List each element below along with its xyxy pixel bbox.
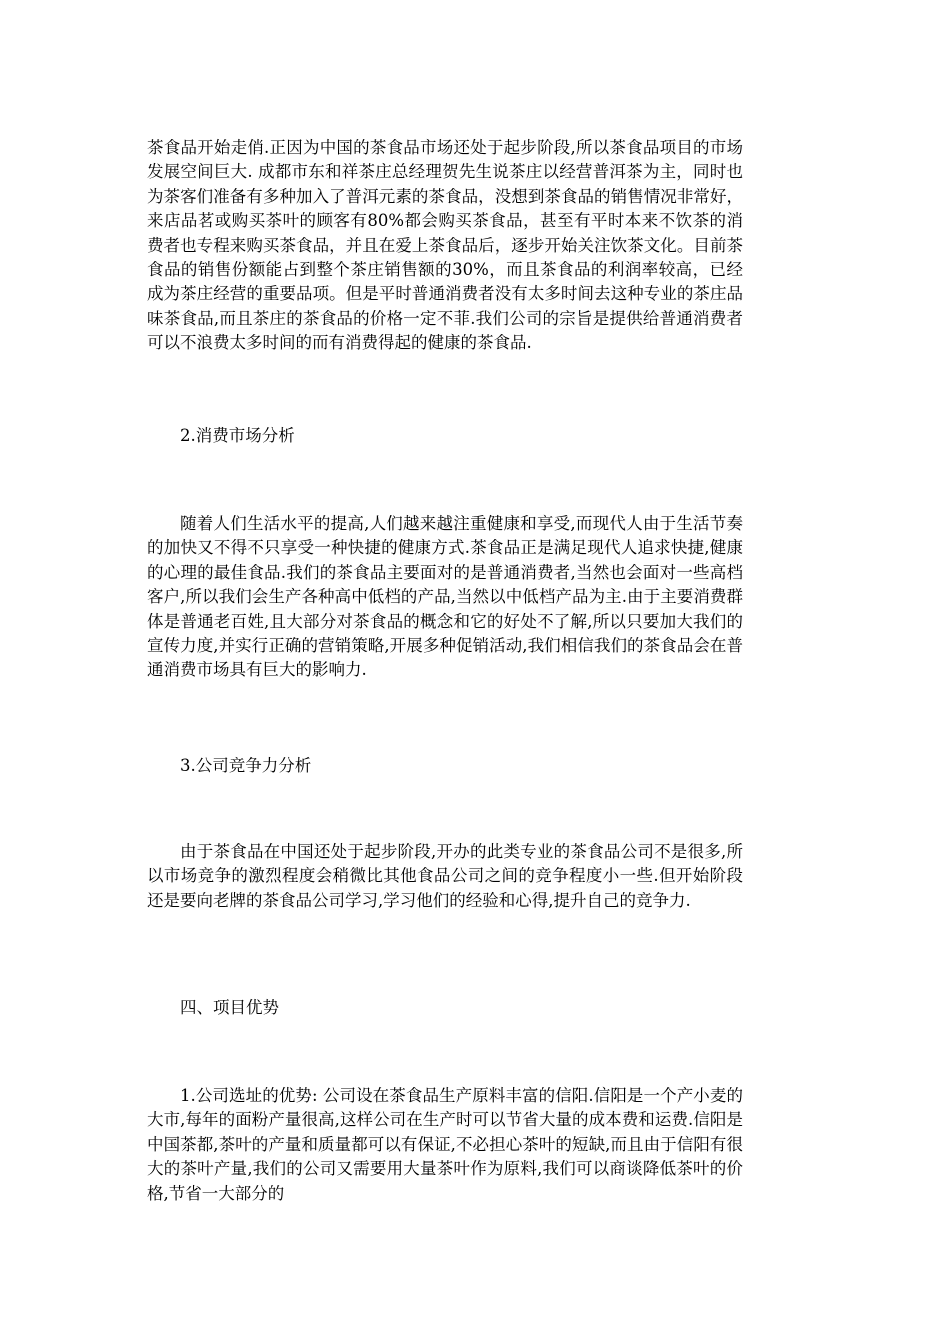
body-paragraph: 随着人们生活水平的提高,人们越来越注重健康和享受,而现代人由于生活节奏的加快又不得不只享受一种快捷的健康方式.茶食品正是满足现代人追求快捷,健康的心理的最佳食品.我们的茶食品主要面对的是普通消费者,当然也会面对一些高档客户,所以我们会生产各种高中低档的产品,当然以中低档产品为主.由于主要消费群体是普通老百姓,且大部分对茶食品的概念和它的好处不了解,所以只要加大我们的宣传力度,并实行正确的营销策略,开展多种促销活动,我们相信我们的茶食品会在普通消费市场具有巨大的影响力. [147,514,743,680]
section-heading-competitiveness: 3.公司竞争力分析 [180,756,312,775]
body-paragraph: 茶食品开始走俏.正因为中国的茶食品市场还处于起步阶段,所以茶食品项目的市场发展空间巨大. 成都市东和祥茶庄总经理贺先生说茶庄以经营普洱茶为主，同时也为茶客们准备有多种加入了普洱元素的茶食品，没想到茶食品的销售情况非常好，来店品茗或购买茶叶的顾客有80%都会购买茶食品，甚至有平时本来不饮茶的消费者也专程来购买茶食品，并且在爱上茶食品后，逐步开始关注饮茶文化。目前茶食品的销售份额能占到整个茶庄销售额的30%，而且茶食品的利润率较高，已经成为茶庄经营的重要品项。但是平时普通消费者没有太多时间去这种专业的茶庄品味茶食品,而且茶庄的茶食品的价格一定不菲.我们公司的宗旨是提供给普通消费者可以不浪费太多时间的而有消费得起的健康的茶食品. [147,138,743,353]
body-paragraph: 1.公司选址的优势: 公司设在茶食品生产原料丰富的信阳.信阳是一个产小麦的大市,每年的面粉产量很高,这样公司在生产时可以节省大量的成本费和运费.信阳是中国茶都,茶叶的产量和质量都可以有保证,不必担心茶叶的短缺,而且由于信阳有很大的茶叶产量,我们的公司又需要用大量茶叶作为原料,我们可以商谈降低茶叶的价格,节省一大部分的 [147,1086,743,1203]
section-heading-consumer-market: 2.消费市场分析 [180,426,295,445]
section-heading-project-advantages: 四、项目优势 [180,998,279,1017]
body-paragraph: 由于茶食品在中国还处于起步阶段,开办的此类专业的茶食品公司不是很多,所以市场竞争的激烈程度会稍微比其他食品公司之间的竞争程度小一些.但开始阶段还是要向老牌的茶食品公司学习,学习他们的经验和心得,提升自己的竞争力. [147,842,743,910]
